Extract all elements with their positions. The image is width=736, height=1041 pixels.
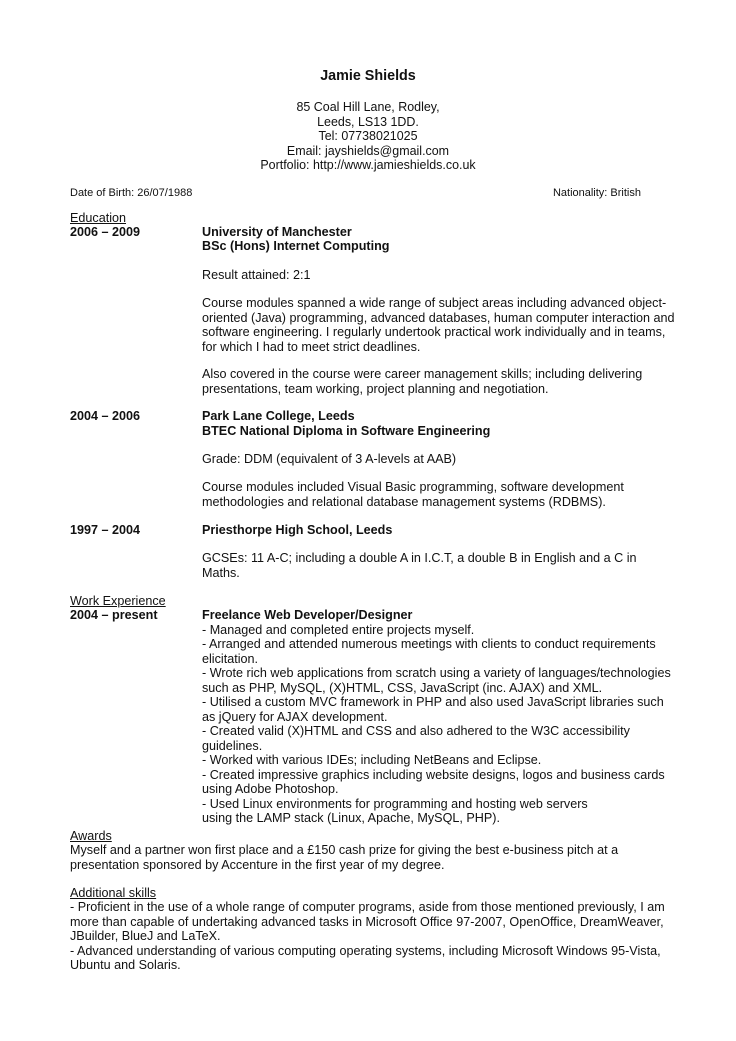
skills-text: JBuilder, BlueJ and LaTeX. xyxy=(70,929,221,943)
education-description: Course modules included Visual Basic programming, software development xyxy=(202,480,624,494)
education-description: methodologies and relational database management systems (RDBMS). xyxy=(202,495,606,509)
education-result: Grade: DDM (equivalent of 3 A-levels at AAB) xyxy=(202,452,457,466)
education-description: presentations, team working, project planning and negotiation. xyxy=(202,382,549,396)
work-bullet: - Wrote rich web applications from scratch using a variety of languages/technologies xyxy=(202,666,671,680)
work-bullet: - Managed and completed entire projects myself. xyxy=(202,623,475,637)
work-bullet: - Created valid (X)HTML and CSS and also adhered to the W3C accessibility xyxy=(202,724,630,738)
education-description: oriented (Java) programming, advanced databases, human computer interaction and xyxy=(202,311,675,325)
skills-text: more than capable of undertaking advanced tasks in Microsoft Office 97-2007, OpenOffice, DreamWeaver, xyxy=(70,915,664,929)
work-bullet: using the LAMP stack (Linux, Apache, MySQL, PHP). xyxy=(202,811,500,825)
education-dates: 2006 – 2009 xyxy=(70,225,141,239)
education-qualification: BTEC National Diploma in Software Engineering xyxy=(202,424,491,438)
work-experience-heading: Work Experience xyxy=(70,594,166,608)
education-institution: University of Manchester xyxy=(202,225,352,239)
work-bullet: such as PHP, MySQL, (X)HTML, CSS, JavaScript (inc. AJAX) and XML. xyxy=(202,681,603,695)
awards-heading: Awards xyxy=(70,829,112,843)
work-bullet: elicitation. xyxy=(202,652,259,666)
education-dates: 1997 – 2004 xyxy=(70,523,141,537)
awards-text: Myself and a partner won first place and a £150 cash prize for giving the best e-business pitch at a xyxy=(70,843,619,857)
email: Email: jayshields@gmail.com xyxy=(286,144,450,158)
nationality: Nationality: British xyxy=(552,187,641,199)
education-description: software engineering. I regularly undertook practical work individually and in teams, xyxy=(202,325,666,339)
education-qualification: BSc (Hons) Internet Computing xyxy=(202,239,390,253)
work-bullet: - Utilised a custom MVC framework in PHP and also used JavaScript libraries such xyxy=(202,695,664,709)
work-bullet: guidelines. xyxy=(202,739,263,753)
education-description: GCSEs: 11 A-C; including a double A in I.C.T, a double B in English and a C in xyxy=(202,551,637,565)
education-description: for which I had to meet strict deadlines. xyxy=(202,340,421,354)
education-dates: 2004 – 2006 xyxy=(70,409,141,423)
address-line-2: Leeds, LS13 1DD. xyxy=(317,115,419,129)
telephone: Tel: 07738021025 xyxy=(318,129,418,143)
skills-text: - Proficient in the use of a whole range of computer programs, aside from those mentioned previously, I am xyxy=(70,900,665,914)
awards-text: presentation sponsored by Accenture in the first year of my degree. xyxy=(70,858,445,872)
work-bullet: as jQuery for AJAX development. xyxy=(202,710,388,724)
skills-text: - Advanced understanding of various computing operating systems, including Microsoft Windows 95-Vista, xyxy=(70,944,661,958)
education-heading: Education xyxy=(70,211,127,225)
work-bullet: - Created impressive graphics including website designs, logos and business cards xyxy=(202,768,665,782)
education-institution: Priesthorpe High School, Leeds xyxy=(202,523,393,537)
address-line-1: 85 Coal Hill Lane, Rodley, xyxy=(296,100,440,114)
work-bullet: - Arranged and attended numerous meetings with clients to conduct requirements xyxy=(202,637,656,651)
cv-name: Jamie Shields xyxy=(320,68,416,84)
work-bullet: - Worked with various IDEs; including NetBeans and Eclipse. xyxy=(202,753,542,767)
education-description: Course modules spanned a wide range of subject areas including advanced object- xyxy=(202,296,667,310)
education-institution: Park Lane College, Leeds xyxy=(202,409,355,423)
job-title: Freelance Web Developer/Designer xyxy=(202,608,413,622)
education-result: Result attained: 2:1 xyxy=(202,268,311,282)
education-description: Also covered in the course were career management skills; including delivering xyxy=(202,367,643,381)
portfolio-link[interactable]: Portfolio: http://www.jamieshields.co.uk xyxy=(260,158,476,172)
skills-text: Ubuntu and Solaris. xyxy=(70,958,181,972)
education-description: Maths. xyxy=(202,566,240,580)
work-dates: 2004 – present xyxy=(70,608,158,622)
date-of-birth: Date of Birth: 26/07/1988 xyxy=(70,187,193,199)
work-bullet: - Used Linux environments for programming and hosting web servers xyxy=(202,797,588,811)
skills-heading: Additional skills xyxy=(70,886,157,900)
work-bullet: using Adobe Photoshop. xyxy=(202,782,339,796)
